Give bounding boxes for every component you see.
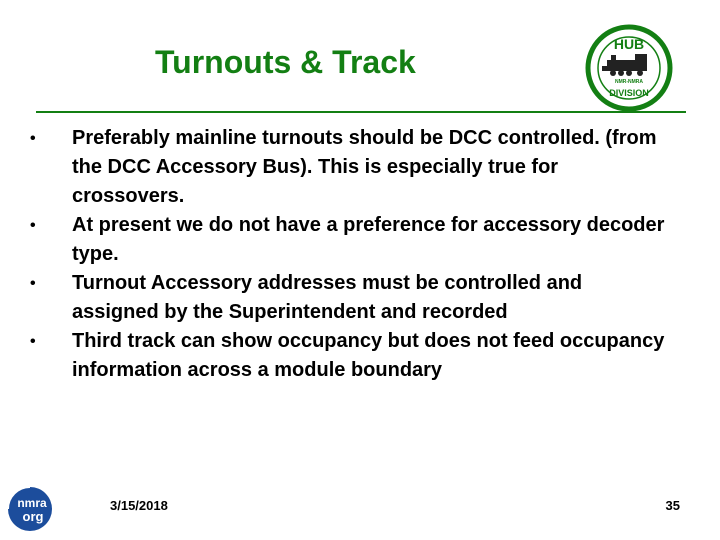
bullet-item (24, 211, 674, 269)
hub-logo-bottom-text: DIVISION (609, 88, 649, 98)
bullet-marker: • (30, 275, 36, 292)
hub-division-logo (585, 24, 673, 112)
bullet-text: Turnout Accessory addresses must be controlled and assigned by the Superintendent and recorded (72, 272, 583, 323)
bullet-item (24, 327, 674, 385)
nmra-logo-line1: nmra (17, 496, 47, 510)
page-number: 35 (665, 498, 680, 513)
bullet-text: Preferably mainline turnouts should be DCC controlled. (from the DCC Accessory Bus). This is especially true for crossovers. (72, 127, 657, 207)
hub-logo-top-text: HUB (613, 36, 645, 52)
bullet-marker: • (30, 217, 36, 234)
bullet-item (24, 269, 674, 327)
nmra-org-logo (2, 478, 60, 540)
footer-date: 3/15/2018 (110, 498, 168, 513)
hub-logo-middle-text: NMR-NMRA (614, 79, 644, 85)
title-divider (36, 111, 686, 113)
bullet-text: At present we do not have a preference for accessory decoder type. (72, 214, 665, 265)
slide-title: Turnouts & Track (155, 44, 416, 80)
bullet-list (24, 124, 674, 385)
bullet-text: Third track can show occupancy but does not feed occupancy information across a module boundary (72, 330, 665, 381)
bullet-marker: • (30, 333, 36, 350)
bullet-marker: • (30, 130, 36, 147)
nmra-logo-line2: org (22, 509, 44, 524)
bullet-item (24, 124, 674, 211)
